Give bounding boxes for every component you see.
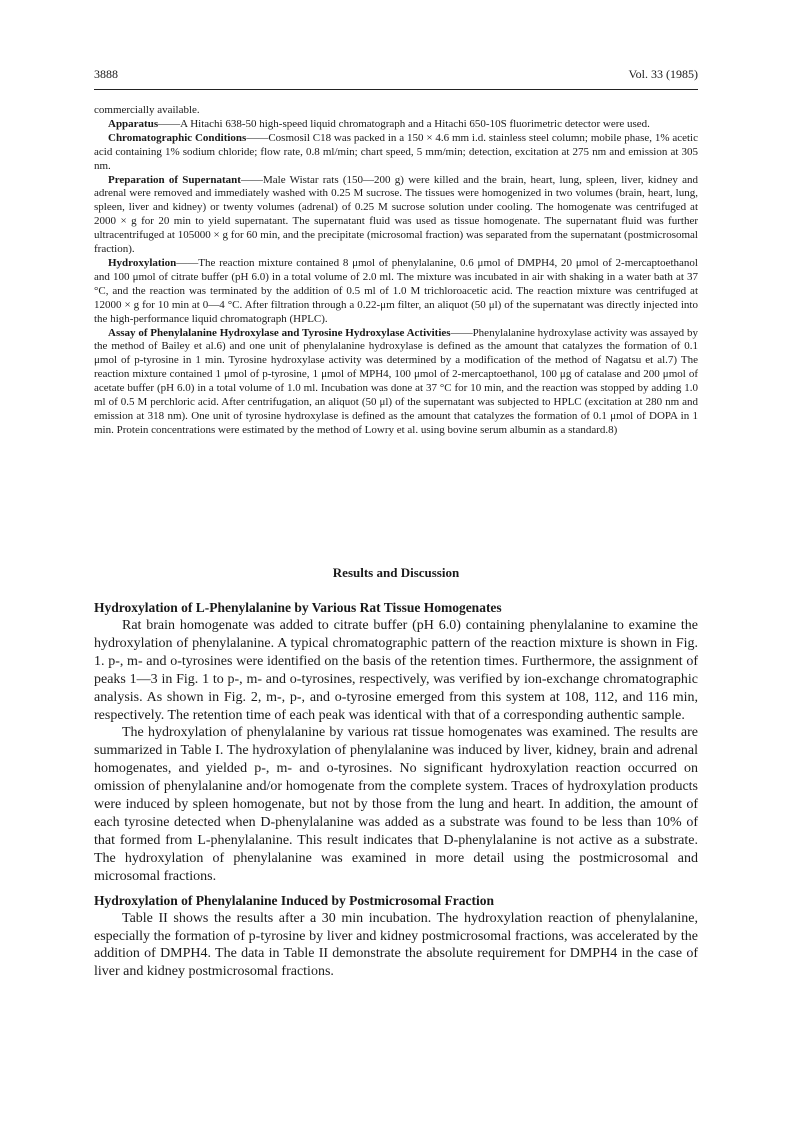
section2-heading: Hydroxylation of Phenylalanine Induced by Postmicrosomal Fraction: [94, 892, 495, 908]
apparatus-heading: Apparatus: [108, 117, 159, 130]
hydroxylation-text: The reaction mixture contained 8 μmol of phenylalanine, 0.6 μmol of DMPH4, 20 μmol of 2-mercaptoethanol and 100 μmol of citrate buffer (pH 6.0) in a total volume of 2.0 ml. The mixture was incubated in air with shaking in a water bath at 37 °C, and the reaction was terminated by the addition of 0.5 ml of 1.0 M trichloroacetic acid. The reaction mixture was centrifuged at 12000 × g for 10 min at 0—4 °C. After filtration through a 0.22-μm filter, an aliquot (50 μl) of the supernatant was directly injected into the high-performance liquid chromatograph (HPLC).: [94, 256, 698, 325]
results-heading: Results and Discussion: [332, 565, 460, 580]
volume-label: Vol. 33 (1985): [628, 67, 698, 81]
page-number: 3888: [94, 67, 118, 81]
chromatographic-heading: Chromatographic Conditions: [108, 131, 247, 144]
running-header: [94, 67, 698, 83]
hydroxylation-heading: Hydroxylation: [108, 256, 177, 269]
chromatographic-text: Cosmosil C18 was packed in a 150 × 4.6 mm i.d. stainless steel column; mobile phase, 1% acetic acid containing 1% sodium chloride; flow rate, 0.8 ml/min; chart speed, 5 mm/min; detection, excitation at 275 nm and emission at 305 nm.: [94, 131, 698, 172]
methods-section: [94, 104, 698, 438]
results-body: [94, 599, 698, 981]
assay-paragraph: Assay of Phenylalanine Hydroxylase and Tyrosine Hydroxylase Activities——Phenylalanine hydroxylase activity was assayed by the method of Bailey et al.6) and one unit of phenylalanine hydroxylase is defined as the amount that catalyzes the formation of 0.1 μmol of p-tyrosine in 1 min. Tyrosine hydroxylase activity was determined by a modification of the method of Nagatsu et al.7) The reaction mixture contained 1 μmol of p-tyrosine, 1 μmol of MPH4, 100 μmol of 2-mercaptoethanol, 100 μg of catalase and 200 μmol of acetate buffer (pH 6.0) in a total volume of 1.0 ml. Incubation was done at 37 °C for 10 min, and the reaction was stopped by adding 1.0 ml of 0.5 M perchloric acid. After centrifugation, an aliquot (50 μl) of the supernatant was subjected to HPLC (excitation at 280 nm and emission at 318 nm). One unit of tyrosine hydroxylase is defined as the amount that catalyzes the formation of 0.1 μmol of DOPA in 1 min. Protein concentrations were estimated by the method of Lowry et al. using bovine serum albumin as a standard.8): [94, 326, 698, 436]
assay-text: Phenylalanine hydroxylase activity was assayed by the method of Bailey et al.6) and one unit of phenylalanine hydroxylase is defined as the amount that catalyzes the formation of 0.1 μmol of p-tyrosine in 1 min. Tyrosine hydroxylase activity was determined by a modification of the method of Nagatsu et al.7) The reaction mixture contained 1 μmol of p-tyrosine, 1 μmol of MPH4, 100 μmol of 2-mercaptoethanol, 100 μg of catalase and 200 μmol of acetate buffer (pH 6.0) in a total volume of 1.0 ml. Incubation was done at 37 °C for 10 min, and the reaction was stopped by adding 1.0 ml of 0.5 M perchloric acid. After centrifugation, an aliquot (50 μl) of the supernatant was subjected to HPLC (excitation at 280 nm and emission at 318 nm). One unit of tyrosine hydroxylase is defined as the amount that catalyzes the formation of 0.1 μmol of DOPA in 1 min. Protein concentrations were estimated by the method of Lowry et al. using bovine serum albumin as a standard.8): [94, 326, 698, 436]
apparatus-text: A Hitachi 638-50 high-speed liquid chromatograph and a Hitachi 650-10S fluorimetric detector were used.: [180, 117, 650, 130]
results-paragraph-3: Table II shows the results after a 30 min incubation. The hydroxylation reaction of phenylalanine, especially the formation of p-tyrosine by liver and kidney postmicrosomal fractions, was accelerated by the addition of DMPH4. The data in Table II demonstrate the absolute requirement for DMPH4 in the case of liver and kidney postmicrosomal fractions.: [94, 910, 698, 980]
supernatant-paragraph: Preparation of Supernatant——Male Wistar rats (150—200 g) were killed and the brain, heart, lung, spleen, liver, kidney and adrenal were removed and immediately washed with 0.25 M sucrose. The tissues were homogenized in two volumes (brain, heart, lung, spleen, liver and kidney) or twenty volumes (adrenal) of 0.25 M sucrose solution under cooling. The homogenate was centrifuged at 2000 × g for 20 min to yield supernatant. The supernatant fluid was used as tissue homogenate. The supernatant fluid was further ultracentrifuged at 105000 × g for 60 min, and the precipitate (microsomal fraction) was separated from the supernatant (postmicrosomal fraction).: [94, 173, 698, 256]
results-paragraph-1: Rat brain homogenate was added to citrate buffer (pH 6.0) containing phenylalanine to examine the hydroxylation of phenylalanine. A typical chromatographic pattern of the reaction mixture is shown in Fig. 1. p-, m- and o-tyrosines were identified on the basis of the retention times. Furthermore, the assignment of peaks 1—3 in Fig. 1 to p-, m- and o-tyrosines, respectively, was verified by ion-exchange chromatographic analysis. As shown in Fig. 2, m-, p-, and o-tyrosine emerged from this system at 108, 112, and 116 min, respectively. The retention time of each peak was identical with that of a corresponding authentic sample.: [94, 618, 698, 723]
hydroxylation-paragraph: Hydroxylation——The reaction mixture contained 8 μmol of phenylalanine, 0.6 μmol of DMPH4, 20 μmol of 2-mercaptoethanol and 100 μmol of citrate buffer (pH 6.0) in a total volume of 2.0 ml. The mixture was incubated in air with shaking in a water bath at 37 °C, and the reaction was terminated by the addition of 0.5 ml of 1.0 M trichloroacetic acid. The reaction mixture was centrifuged at 12000 × g for 10 min at 0—4 °C. After filtration through a 0.22-μm filter, an aliquot (50 μl) of the supernatant was directly injected into the high-performance liquid chromatograph (HPLC).: [94, 256, 698, 325]
supernatant-text: Male Wistar rats (150—200 g) were killed and the brain, heart, lung, spleen, liver, kidney and adrenal were removed and immediately washed with 0.25 M sucrose. The tissues were homogenized in two volumes (brain, heart, lung, spleen, liver and kidney) or twenty volumes (adrenal) of 0.25 M sucrose solution under cooling. The homogenate was centrifuged at 2000 × g for 20 min to yield supernatant. The supernatant fluid was used as tissue homogenate. The supernatant fluid was further ultracentrifuged at 105000 × g for 60 min, and the precipitate (microsomal fraction) was separated from the supernatant (postmicrosomal fraction).: [94, 173, 698, 256]
chromatographic-paragraph: Chromatographic Conditions——Cosmosil C18 was packed in a 150 × 4.6 mm i.d. stainless steel column; mobile phase, 1% acetic acid containing 1% sodium chloride; flow rate, 0.8 ml/min; chart speed, 5 mm/min; detection, excitation at 275 nm and emission at 305 nm.: [94, 131, 698, 172]
apparatus-paragraph: Apparatus——A Hitachi 638-50 high-speed liquid chromatograph and a Hitachi 650-10S fluorimetric detector were used.: [108, 117, 650, 130]
header-rule: [94, 89, 698, 90]
section1-heading: Hydroxylation of L-Phenylalanine by Various Rat Tissue Homogenates: [94, 600, 502, 615]
assay-heading: Assay of Phenylalanine Hydroxylase and Tyrosine Hydroxylase Activities: [108, 326, 451, 339]
methods-intro: commercially available.: [94, 104, 200, 116]
results-paragraph-2: The hydroxylation of phenylalanine by various rat tissue homogenates was examined. The results are summarized in Table I. The hydroxylation of phenylalanine was induced by liver, kidney, brain and adrenal homogenates, and yielded p-, m- and o-tyrosines. No significant hydroxylation reaction occurred on omission of phenylalanine and/or homogenate from the complete system. Traces of hydroxylation products were induced by spleen homogenate, but not by those from the lung and heart. In addition, the amount of each tyrosine detected when D-phenylalanine was added as a substrate was found to be less than 10% of that formed from L-phenylalanine. This result indicates that D-phenylalanine is not active as a substrate. The hydroxylation of phenylalanine was examined in more detail using the postmicrosomal and microsomal fractions.: [94, 725, 698, 884]
supernatant-heading: Preparation of Supernatant: [108, 173, 241, 186]
